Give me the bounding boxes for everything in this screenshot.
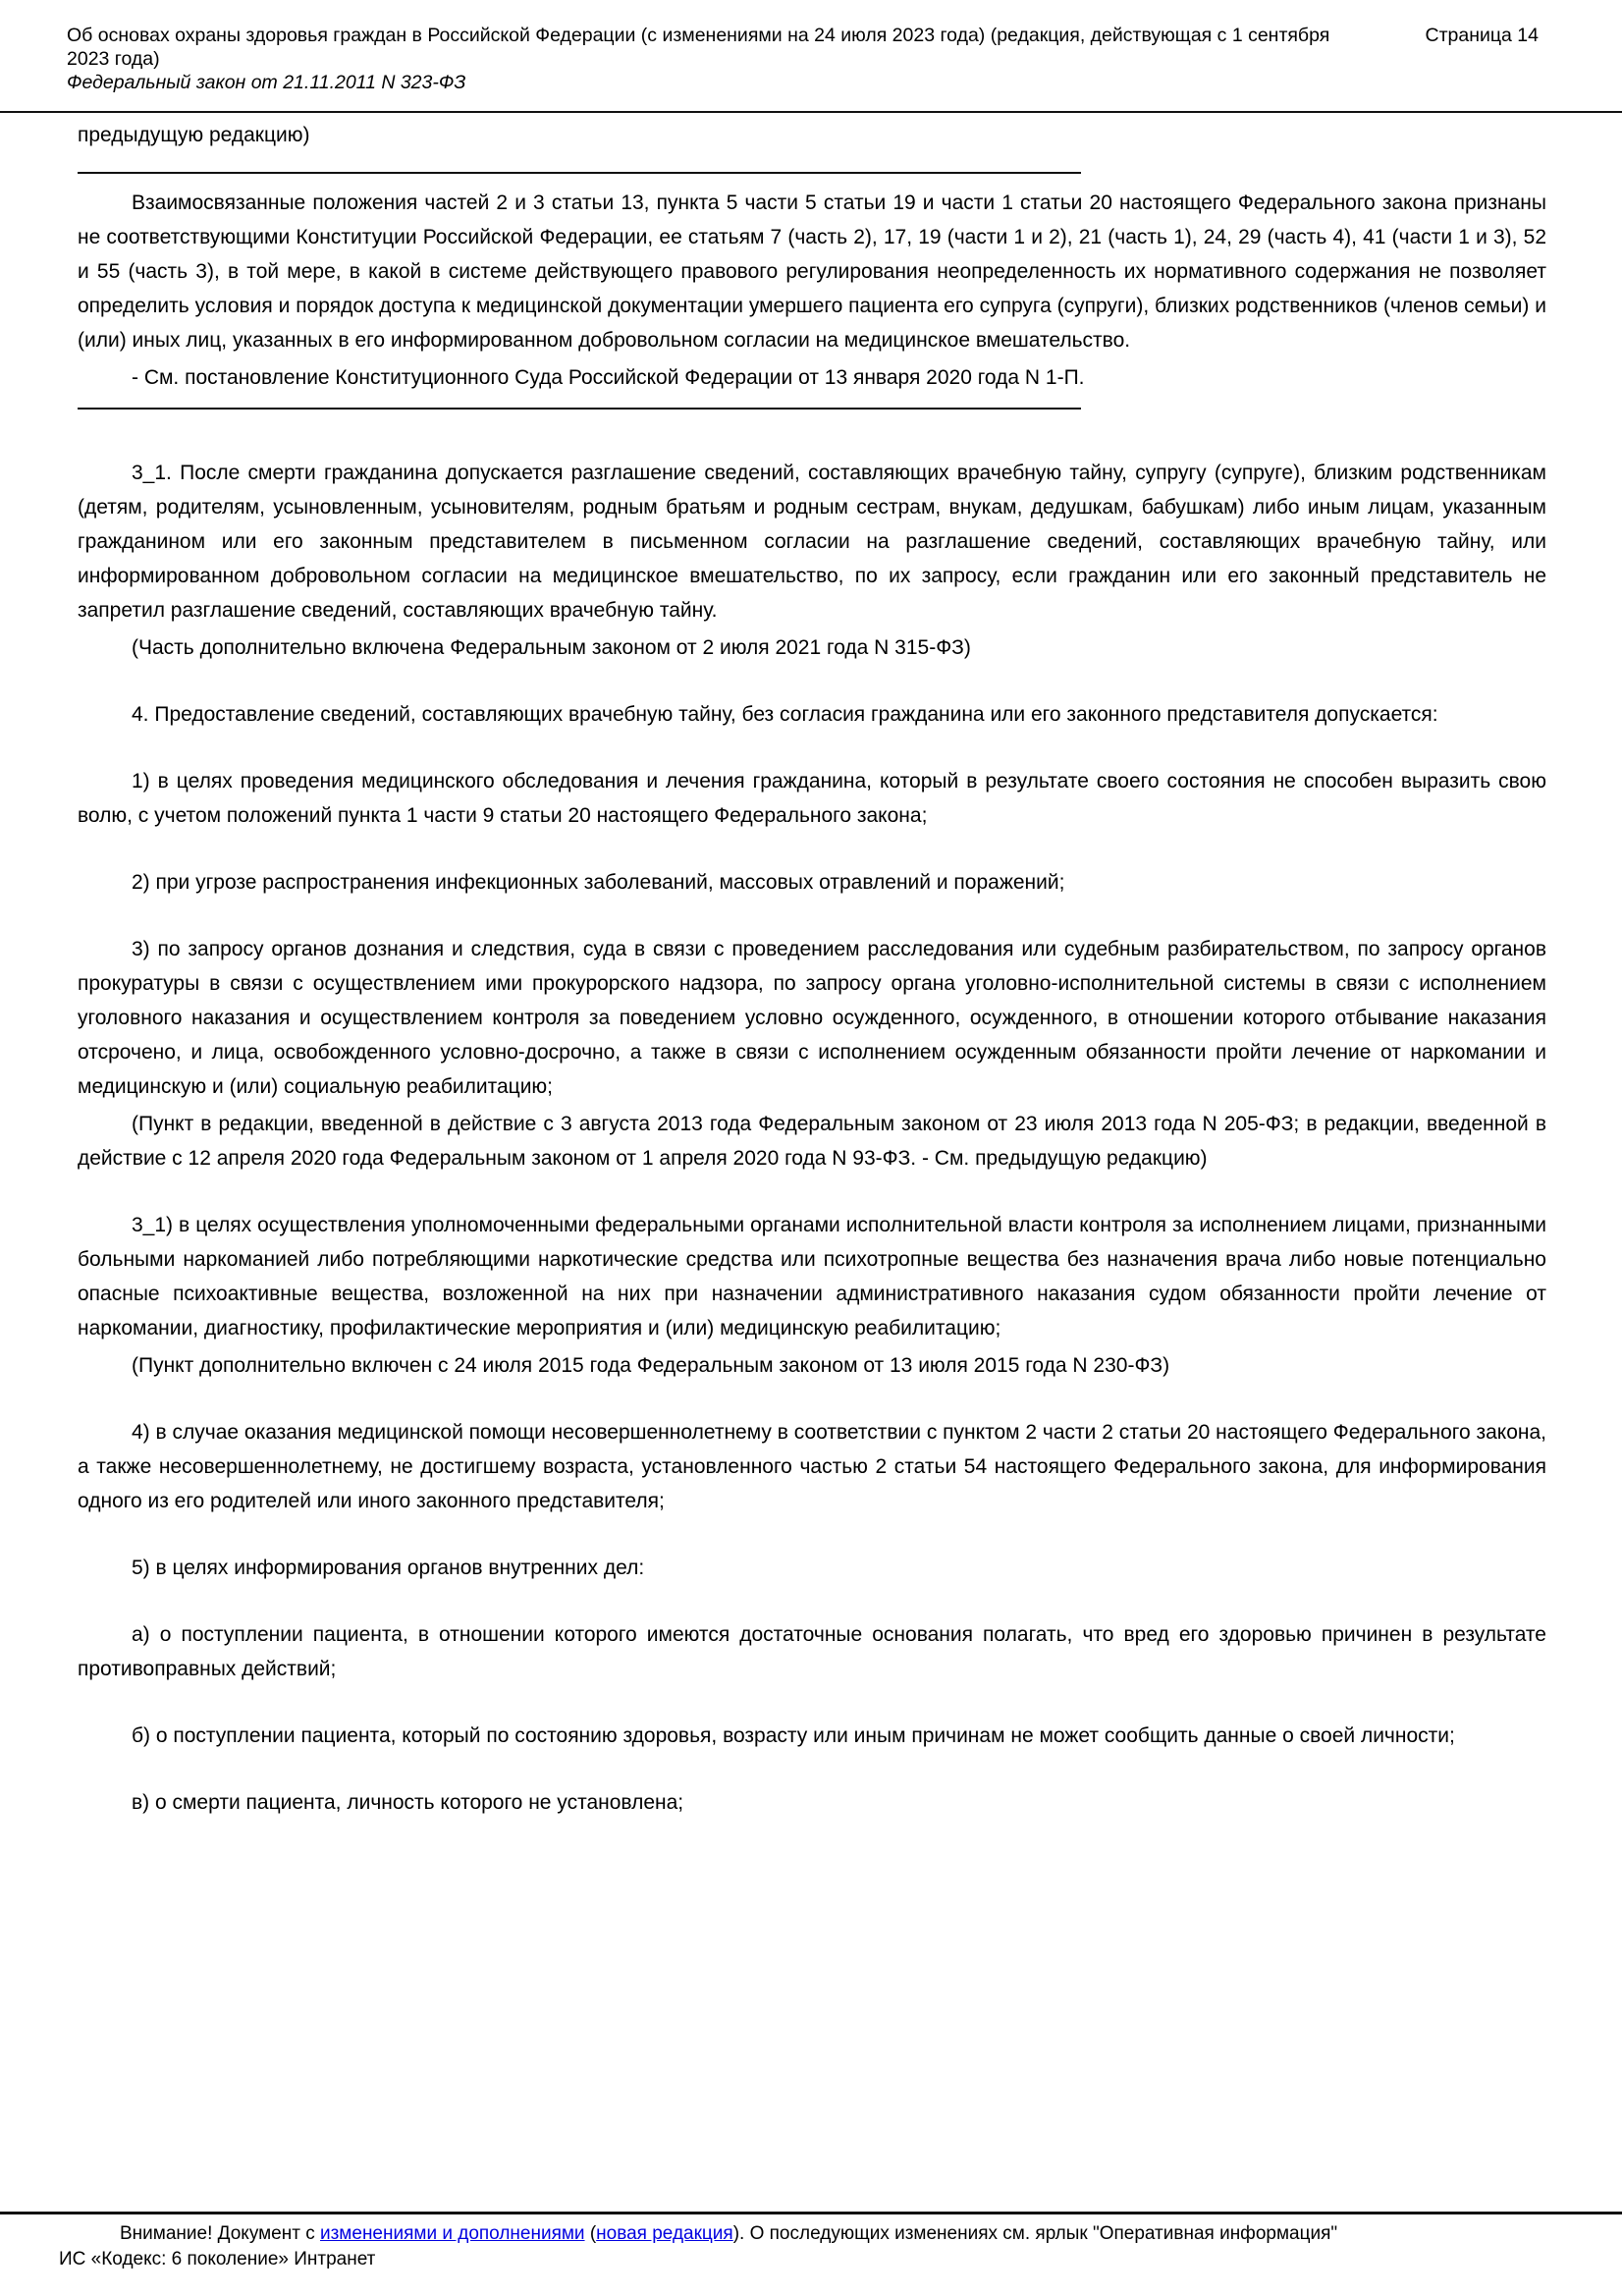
paragraph-15: 5) в целях информирования органов внутренних дел: — [132, 1557, 645, 1579]
document-subtitle: Федеральный закон от 21.11.2011 N 323-ФЗ — [67, 72, 466, 93]
paragraph-0: предыдущую редакцию) — [78, 124, 310, 146]
new-edition-link[interactable]: новая редакция — [596, 2223, 733, 2244]
page-header — [0, 0, 1622, 94]
paragraph-8: 1) в целях проведения медицинского обследования и лечения гражданина, который в результате своего состояния не способен выразить свою волю, с учетом положений пункта 1 части 9 статьи 20 настоящего Федерального закона; — [78, 770, 1546, 827]
page-number: Страница 14 — [1425, 25, 1539, 46]
paragraph-18: в) о смерти пациента, личность которого не установлена; — [132, 1791, 684, 1814]
footer-source: ИС «Кодекс: 6 поколение» Интранет — [59, 2249, 376, 2269]
footer-notice-text: Внимание! Документ с — [120, 2223, 320, 2244]
section-divider — [78, 172, 1081, 174]
document-body — [0, 118, 1622, 1820]
page-footer — [0, 2212, 1622, 2272]
footer-notice — [59, 2221, 1583, 2247]
paragraph-10: 3) по запросу органов дознания и следствия, суда в связи с проведением расследования или судебным разбирательством, по запросу органов прокуратуры в связи с осуществлением ими прокурорского надзора, по запросу органа уголовно-исполнительной системы в связи с исполнением уголовного наказания и осуществлением контроля за поведением условно осужденного, осужденного, в отношении которого отбывание наказания отсрочено, и лица, освобожденного условно-досрочно, а также в связи с исполнением осужденным обязанности пройти лечение от наркомании и медицинскую и (или) социальную реабилитацию; — [78, 938, 1546, 1098]
paragraph-2: Взаимосвязанные положения частей 2 и 3 статьи 13, пункта 5 части 5 статьи 19 и части 1 статьи 20 настоящего Федерального закона признаны не соответствующими Конституции Российской Федерации, ее статьям 7 (часть 2), 17, 19 (части 1 и 2), 21 (часть 1), 24, 29 (часть 4), 41 (части 1 и 3), 52 и 55 (часть 3), в той мере, в какой в системе действующего правового регулирования неопределенность их нормативного содержания не позволяет определить условия и порядок доступа к медицинской документации умершего пациента его супруга (супруги), близких родственников (членов семьи) и (или) иных лиц, указанных в его информированном добровольном согласии на медицинское вмешательство. — [78, 191, 1546, 352]
section-divider — [78, 408, 1081, 410]
paragraph-3: - См. постановление Конституционного Суда Российской Федерации от 13 января 2020 года N 1-П. — [132, 366, 1085, 389]
footer-notice-text: ). О последующих изменениях см. ярлык "Оперативная информация" — [732, 2223, 1338, 2244]
paragraph-6: (Часть дополнительно включена Федеральным законом от 2 июля 2021 года N 315-ФЗ) — [132, 636, 971, 659]
paragraph-7: 4. Предоставление сведений, составляющих врачебную тайну, без согласия гражданина или его законного представителя допускается: — [132, 703, 1438, 726]
paragraph-14: 4) в случае оказания медицинской помощи несовершеннолетнему в соответствии с пунктом 2 части 2 статьи 20 настоящего Федерального закона, а также несовершеннолетнему, не достигшему возраста, установленного частью 2 статьи 54 настоящего Федерального закона, для информирования одного из его родителей или иного законного представителя; — [78, 1421, 1546, 1512]
header-divider — [0, 111, 1622, 113]
paragraph-16: а) о поступлении пациента, в отношении которого имеются достаточные основания полагать, что вред его здоровью причинен в результате противоправных действий; — [78, 1623, 1546, 1680]
paragraph-13: (Пункт дополнительно включен с 24 июля 2015 года Федеральным законом от 13 июля 2015 года N 230-ФЗ) — [132, 1354, 1170, 1377]
document-title: Об основах охраны здоровья граждан в Российской Федерации (с изменениями на 24 июля 2023 года) (редакция, действующая с 1 сентября 2023 года) — [67, 25, 1330, 70]
amendments-link[interactable]: изменениями и дополнениями — [319, 2223, 585, 2244]
paragraph-12: 3_1) в целях осуществления уполномоченными федеральными органами исполнительной власти контроля за исполнением лицами, признанными больными наркоманией либо потребляющими наркотические средства или психотропные вещества без назначения врача либо новые потенциально опасные психоактивные вещества, возложенной на них при назначении административного наказания судом обязанности пройти лечение от наркомании, диагностику, профилактические мероприятия и (или) медицинскую реабилитацию; — [78, 1214, 1546, 1339]
paragraph-11: (Пункт в редакции, введенной в действие с 3 августа 2013 года Федеральным законом от 23 июля 2013 года N 205-ФЗ; в редакции, введенной в действие с 12 апреля 2020 года Федеральным законом от 1 апреля 2020 года N 93-ФЗ. - См. предыдущую редакцию) — [78, 1113, 1546, 1170]
paragraph-17: б) о поступлении пациента, который по состоянию здоровья, возрасту или иным причинам не может сообщить данные о своей личности; — [132, 1724, 1455, 1747]
paragraph-5: 3_1. После смерти гражданина допускается разглашение сведений, составляющих врачебную тайну, супругу (супруге), близким родственникам (детям, родителям, усыновленным, усыновителям, родным братьям и родным сестрам, внукам, дедушкам, бабушкам) либо иным лицам, указанным гражданином или его законным представителем в письменном согласии на разглашение сведений, составляющих врачебную тайну, или информированном добровольном согласии на медицинское вмешательство, по их запросу, если гражданин или его законный представитель не запретил разглашение сведений, составляющих врачебную тайну. — [78, 462, 1546, 622]
paragraph-9: 2) при угрозе распространения инфекционных заболеваний, массовых отравлений и поражений; — [132, 871, 1065, 894]
footer-notice-text: ( — [584, 2223, 597, 2244]
